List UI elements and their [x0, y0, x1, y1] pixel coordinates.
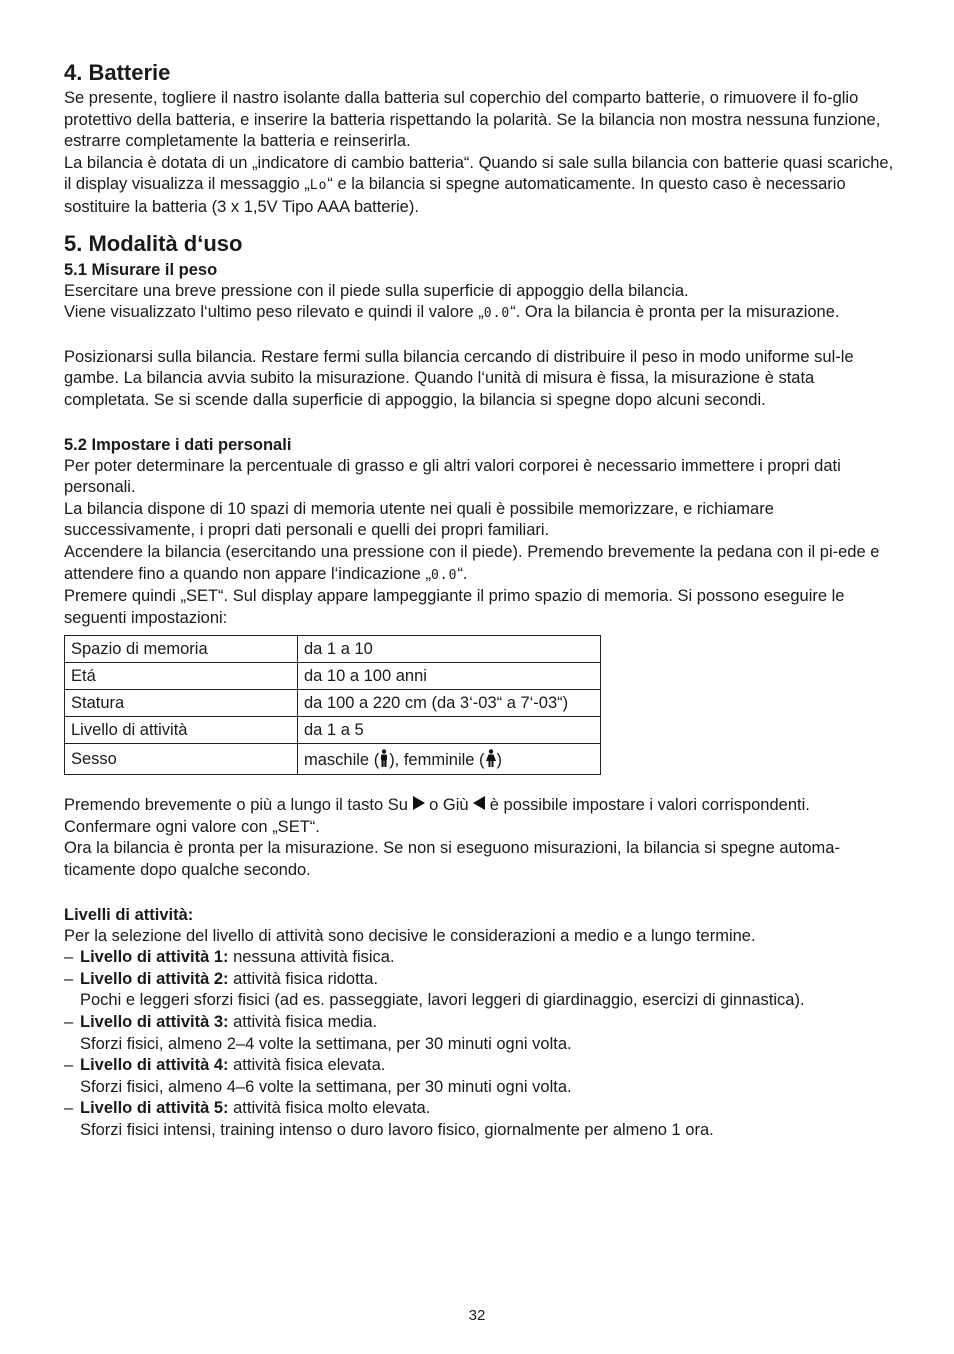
- list-item: – Livello di attività 3: attività fisica media. Sforzi fisici, almeno 2–4 volte la settimana, per 30 minuti ogni volta.: [64, 1013, 572, 1053]
- table-cell-value: da 1 a 10: [298, 636, 601, 663]
- misurare-line-2: Viene visualizzato l‘ultimo peso rilevato e quindi il valore „0.0“. Ora la bilancia è pronta per la misurazione.: [64, 303, 840, 322]
- table-cell-label: Spazio di memoria: [65, 636, 298, 663]
- lcd-lo-symbol: Lo: [309, 178, 328, 194]
- list-item: – Livello di attività 2: attività fisica ridotta. Pochi e leggeri sforzi fisici (ad es. passeggiate, lavori leggeri di giardinaggio, esercizi di ginnastica).: [64, 969, 805, 1010]
- after-table-line-2: Confermare ogni valore con „SET“.: [64, 817, 320, 836]
- list-item: – Livello di attività 5: attività fisica molto elevata. Sforzi fisici intensi, training intenso o duro lavoro fisico, giornalmente per almeno 1 ora.: [64, 1099, 714, 1139]
- table-cell-value: maschile ( ), femminile ( ): [298, 744, 601, 775]
- table-cell-label: Sesso: [65, 744, 298, 775]
- after-table-line-3: Ora la bilancia è pronta per la misurazione. Se non si eseguono misurazioni, la bilancia si spegne automa-ticamente dopo qualche secondo.: [64, 839, 840, 880]
- table-row: [65, 636, 601, 663]
- subsection-5-1-title: 5.1 Misurare il peso: [64, 260, 218, 279]
- dati-paragraph-2: La bilancia dispone di 10 spazi di memoria utente nei quali è possibile memorizzare, e richiamare successivamente, i propri dati personali e quelli dei propri familiari.: [64, 499, 774, 540]
- list-item: – Livello di attività 1: nessuna attività fisica.: [64, 948, 395, 967]
- section-5-title: 5. Modalità d‘uso: [64, 230, 243, 256]
- activity-levels-list: [64, 947, 894, 1141]
- batterie-paragraph-2: La bilancia è dotata di un „indicatore di cambio batteria“. Quando si sale sulla bilancia con batterie quasi scariche, il display visualizza il messaggio „Lo“ e la bilancia si spegne automaticamente. In questo caso è necessario sostituire la batteria (3 x 1,5V Tipo AAA batterie).: [64, 153, 894, 216]
- lcd-zero-symbol: 0.0: [483, 306, 511, 322]
- table-row: [65, 744, 601, 775]
- misurare-paragraph-2: Posizionarsi sulla bilancia. Restare fermi sulla bilancia cercando di distribuire il peso in modo uniforme sul-le gambe. La bilancia avvia subito la misurazione. Quando l‘unità di misura è fissa, la misurazione è stata completata. Se si scende dalla superficie di appoggio, la bilancia si spegne dopo alcuni secondi.: [64, 347, 854, 409]
- page-number: 32: [468, 1307, 486, 1324]
- dati-paragraph-3: Accendere la bilancia (esercitando una pressione con il piede). Premendo brevemente la pedana con il pi-ede e attendere fino a quando non appare l‘indicazione „0.0“.: [64, 542, 880, 583]
- table-row: [65, 717, 601, 744]
- dati-paragraph-1: Per poter determinare la percentuale di grasso e gli altri valori corporei è necessario immettere i propri dati personali.: [64, 456, 841, 497]
- table-cell-label: Statura: [65, 690, 298, 717]
- subsection-5-2-title: 5.2 Impostare i dati personali: [64, 435, 292, 454]
- dati-paragraph-4: Premere quindi „SET“. Sul display appare lampeggiante il primo spazio di memoria. Si possono eseguire le seguenti impostazioni:: [64, 587, 845, 627]
- misurare-line-1: Esercitare una breve pressione con il piede sulla superficie di appoggio della bilancia.: [64, 281, 689, 300]
- arrow-left-icon: [473, 796, 485, 810]
- settings-table: [64, 635, 601, 775]
- table-cell-value: da 1 a 5: [298, 717, 601, 744]
- table-row: [65, 690, 601, 717]
- levels-intro: Per la selezione del livello di attività sono decisive le considerazioni a medio e a lungo termine.: [64, 926, 756, 945]
- list-item: – Livello di attività 4: attività fisica elevata. Sforzi fisici, almeno 4–6 volte la settimana, per 30 minuti ogni volta.: [64, 1056, 572, 1096]
- arrow-right-icon: [413, 796, 425, 810]
- section-4-title: 4. Batterie: [64, 60, 171, 85]
- lcd-zero-symbol: 0.0: [430, 567, 458, 583]
- document-page: [64, 58, 894, 1142]
- table-cell-value: da 10 a 100 anni: [298, 663, 601, 690]
- levels-title: Livelli di attività:: [64, 905, 194, 924]
- table-cell-label: Etá: [65, 663, 298, 690]
- male-icon: [379, 749, 389, 767]
- female-icon: [485, 749, 497, 767]
- table-cell-label: Livello di attività: [65, 717, 298, 744]
- batterie-paragraph-1: Se presente, togliere il nastro isolante dalla batteria sul coperchio del comparto batterie, o rimuovere il fo-glio protettivo della batteria, e inserire la batteria rispettando la polarità. Se la bilancia non mostra nessuna funzione, estrarre completamente la batteria e reinserirla.: [64, 89, 881, 151]
- table-row: [65, 663, 601, 690]
- table-cell-value: da 100 a 220 cm (da 3‘-03“ a 7‘-03“): [298, 690, 601, 717]
- after-table-line-1: Premendo brevemente o più a lungo il tasto Su o Giù è possibile impostare i valori corrispondenti.: [64, 796, 810, 815]
